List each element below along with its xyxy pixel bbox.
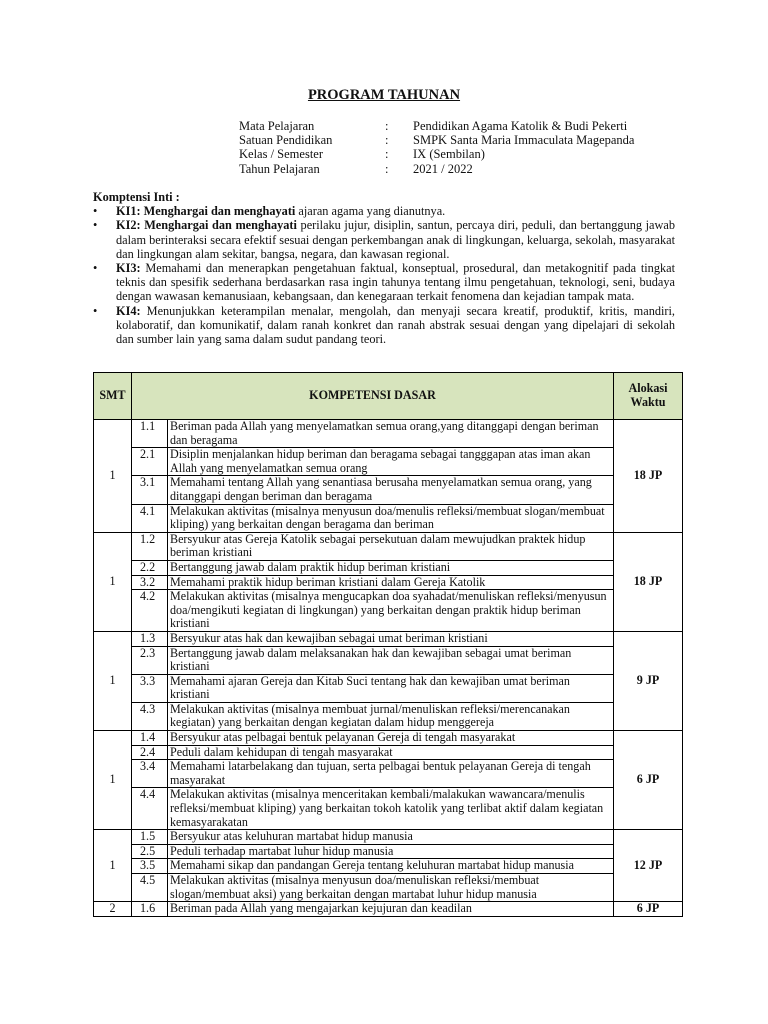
ki-item: [93, 204, 675, 218]
table-row: [94, 731, 683, 746]
kd-text: Beriman pada Allah yang mengajarkan kejujuran dan keadilan: [168, 902, 614, 917]
table-row: [94, 532, 683, 560]
table-row: [94, 420, 683, 448]
info-value: Pendidikan Agama Katolik & Budi Pekerti: [413, 119, 628, 133]
header-alokasi: [614, 373, 683, 420]
page-title: PROGRAM TAHUNAN: [307, 87, 461, 103]
kd-text: Bertanggung jawab dalam melaksanakan hak dan kewajiban sebagai umat beriman kristiani: [168, 646, 614, 674]
kd-number: 4.4: [132, 788, 168, 830]
core-competence-list: [93, 204, 675, 346]
identity-block: [239, 119, 634, 176]
bullet-icon: •: [93, 204, 98, 219]
kd-text: Bertanggung jawab dalam praktik hidup beriman kristiani: [168, 560, 614, 575]
time-allocation-cell: 6 JP: [614, 902, 683, 917]
kd-number: 4.2: [132, 590, 168, 632]
table-row: [94, 760, 683, 788]
semester-cell: 1: [94, 420, 132, 533]
table-row: [94, 631, 683, 646]
table-row: [94, 560, 683, 575]
header-alokasi-line1: Alokasi: [628, 381, 668, 396]
ki-item: [93, 261, 675, 304]
kd-number: 3.3: [132, 674, 168, 702]
bullet-icon: •: [93, 261, 98, 276]
info-separator: :: [385, 133, 389, 148]
semester-cell: 1: [94, 731, 132, 830]
ki-code: KI4:: [116, 303, 141, 318]
kd-text: Memahami tentang Allah yang senantiasa berusaha menyelamatkan semua orang, yang ditanggapi dengan beriman dan beragama: [168, 476, 614, 504]
info-value: IX (Sembilan): [413, 147, 485, 162]
kd-text: Memahami praktik hidup beriman kristiani dalam Gereja Katolik: [168, 575, 614, 590]
table-row: [94, 476, 683, 504]
table-row: [94, 902, 683, 917]
kd-text: Memahami ajaran Gereja dan Kitab Suci tentang hak dan kewajiban umat beriman kristiani: [168, 674, 614, 702]
ki-item: [93, 218, 675, 261]
core-competence-heading: Komptensi Inti :: [93, 190, 180, 204]
info-label: Satuan Pendidikan: [239, 133, 333, 148]
kd-number: 4.1: [132, 504, 168, 532]
kd-number: 1.4: [132, 731, 168, 746]
table-row: [94, 874, 683, 902]
table-row: [94, 504, 683, 532]
kd-number: 2.1: [132, 448, 168, 476]
semester-cell: 1: [94, 631, 132, 730]
table-row: [94, 575, 683, 590]
kd-number: 3.4: [132, 760, 168, 788]
info-value: SMPK Santa Maria Immaculata Magepanda: [413, 133, 635, 148]
kd-text: Melakukan aktivitas (misalnya menyusun doa/menuliskan refleksi/membuat slogan/membuat aksi) yang berkaitan dengan martabat luhur hidup manusia: [168, 874, 614, 902]
table-header-row: [94, 373, 683, 420]
table-row: [94, 448, 683, 476]
ki-text: Memahami dan menerapkan pengetahuan faktual, konseptual, prosedural, dan metakognitif pada tingkat teknis dan spesifik sederhana berdasarkan rasa ingin tahunya tentang ilmu pengetahuan, teknologi, seni, budaya dengan wawasan kemanusiaan, kebangsaan, dan kenegaraan terkait fenomena dan kejadian tampak mata.: [116, 261, 675, 304]
kd-number: 1.3: [132, 631, 168, 646]
kd-number: 3.1: [132, 476, 168, 504]
time-allocation-cell: 9 JP: [614, 631, 683, 730]
time-allocation-cell: 18 JP: [614, 532, 683, 631]
semester-cell: 1: [94, 830, 132, 902]
info-separator: :: [385, 161, 389, 176]
kd-number: 1.1: [132, 420, 168, 448]
time-allocation-cell: 12 JP: [614, 830, 683, 902]
header-smt: SMT: [94, 373, 132, 420]
table-row: [94, 590, 683, 632]
kd-number: 3.2: [132, 575, 168, 590]
kd-number: 2.2: [132, 560, 168, 575]
kd-text: Melakukan aktivitas (misalnya mengucapkan doa syahadat/menuliskan refleksi/menyusun doa/mengikuti kegiatan di lingkungan) yang berkaitan dengan praktik hidup beriman kristiani: [168, 590, 614, 632]
info-label: Tahun Pelajaran: [239, 161, 320, 176]
info-row-year: [239, 162, 634, 176]
table-row: [94, 702, 683, 730]
kd-text: Beriman pada Allah yang menyelamatkan semua orang,yang ditanggapi dengan beriman dan beragama: [168, 420, 614, 448]
kd-text: Disiplin menjalankan hidup beriman dan beragama sebagai tangggapan atas iman akan Allah yang menyelamatkan semua orang: [168, 448, 614, 476]
ki-code: KI2: Menghargai dan menghayati: [116, 218, 297, 233]
table-row: [94, 788, 683, 830]
kd-number: 4.5: [132, 874, 168, 902]
kd-number: 1.6: [132, 902, 168, 917]
kd-text: Melakukan aktivitas (misalnya membuat jurnal/menuliskan refleksi/merencanakan kegiatan) yang berkaitan dengan kegiatan dalam hidup menggereja: [168, 702, 614, 730]
kd-text: Peduli dalam kehidupan di tengah masyarakat: [168, 745, 614, 760]
header-kd: KOMPETENSI DASAR: [132, 373, 614, 420]
kd-text: Memahami sikap dan pandangan Gereja tentang keluhuran martabat hidup manusia: [168, 859, 614, 874]
info-value: 2021 / 2022: [413, 161, 473, 176]
table-body: [94, 420, 683, 917]
table-row: [94, 859, 683, 874]
kd-text: Melakukan aktivitas (misalnya menceritakan kembali/malakukan wawancara/menulis refleksi/membuat kliping) yang berkaitan tokoh katolik yang terlibat aktif dalam kegiatan kemasyarakatan: [168, 788, 614, 830]
info-row-class: [239, 147, 634, 161]
bullet-icon: •: [93, 303, 98, 318]
header-alokasi-line2: Waktu: [630, 395, 666, 409]
time-allocation-cell: 6 JP: [614, 731, 683, 830]
kd-text: Melakukan aktivitas (misalnya menyusun doa/menulis refleksi/membuat slogan/membuat kliping) yang berkaitan dengan beragama dan beriman: [168, 504, 614, 532]
info-separator: :: [385, 119, 389, 133]
kd-text: Memahami latarbelakang dan tujuan, serta pelbagai bentuk pelayanan Gereja di tengah masyarakat: [168, 760, 614, 788]
kd-number: 2.3: [132, 646, 168, 674]
kd-number: 2.5: [132, 844, 168, 859]
table-row: [94, 745, 683, 760]
ki-text: Menunjukkan keterampilan menalar, mengolah, dan menyaji secara kreatif, produktif, kritis, mandiri, kolaboratif, dan komunikatif, dalam ranah konkret dan ranah abstrak sesuai dengan yang dipelajari di sekolah dan sumber lain yang sama dalam sudut pandang teori.: [116, 303, 675, 347]
kd-text: Bersyukur atas Gereja Katolik sebagai persekutuan dalam mewujudkan praktek hidup beriman kristiani: [168, 532, 614, 560]
table-row: [94, 646, 683, 674]
info-row-school: [239, 133, 634, 147]
core-competence-section: [93, 190, 675, 346]
table-row: [94, 674, 683, 702]
kd-text: Bersyukur atas keluhuran martabat hidup manusia: [168, 830, 614, 845]
kd-number: 4.3: [132, 702, 168, 730]
kd-number: 3.5: [132, 859, 168, 874]
semester-cell: 2: [94, 902, 132, 917]
table-row: [94, 830, 683, 845]
ki-item: [93, 304, 675, 347]
ki-code: KI1: Menghargai dan menghayati: [116, 204, 296, 219]
kd-text: Bersyukur atas hak dan kewajiban sebagai umat beriman kristiani: [168, 631, 614, 646]
kd-number: 1.2: [132, 532, 168, 560]
ki-code: KI3:: [116, 261, 141, 276]
competence-table: [93, 372, 683, 917]
info-label: Mata Pelajaran: [239, 119, 315, 133]
kd-number: 2.4: [132, 745, 168, 760]
ki-text: ajaran agama yang dianutnya.: [295, 204, 446, 219]
semester-cell: 1: [94, 532, 132, 631]
time-allocation-cell: 18 JP: [614, 420, 683, 533]
info-separator: :: [385, 147, 389, 162]
kd-number: 1.5: [132, 830, 168, 845]
table-row: [94, 844, 683, 859]
info-label: Kelas / Semester: [239, 147, 324, 162]
ki-text: perilaku jujur, disiplin, santun, percaya diri, peduli, dan bertanggung jawab dalam berinteraksi secara efektif sesuai dengan perkembangan anak di lingkungan, keluarga, sekolah, masyarakat dan lingkungan alam sekitar, bangsa, negara, dan kawasan regional.: [116, 218, 675, 261]
kd-text: Peduli terhadap martabat luhur hidup manusia: [168, 844, 614, 859]
kd-text: Bersyukur atas pelbagai bentuk pelayanan Gereja di tengah masyarakat: [168, 731, 614, 746]
info-row-subject: [239, 119, 634, 133]
bullet-icon: •: [93, 218, 98, 233]
